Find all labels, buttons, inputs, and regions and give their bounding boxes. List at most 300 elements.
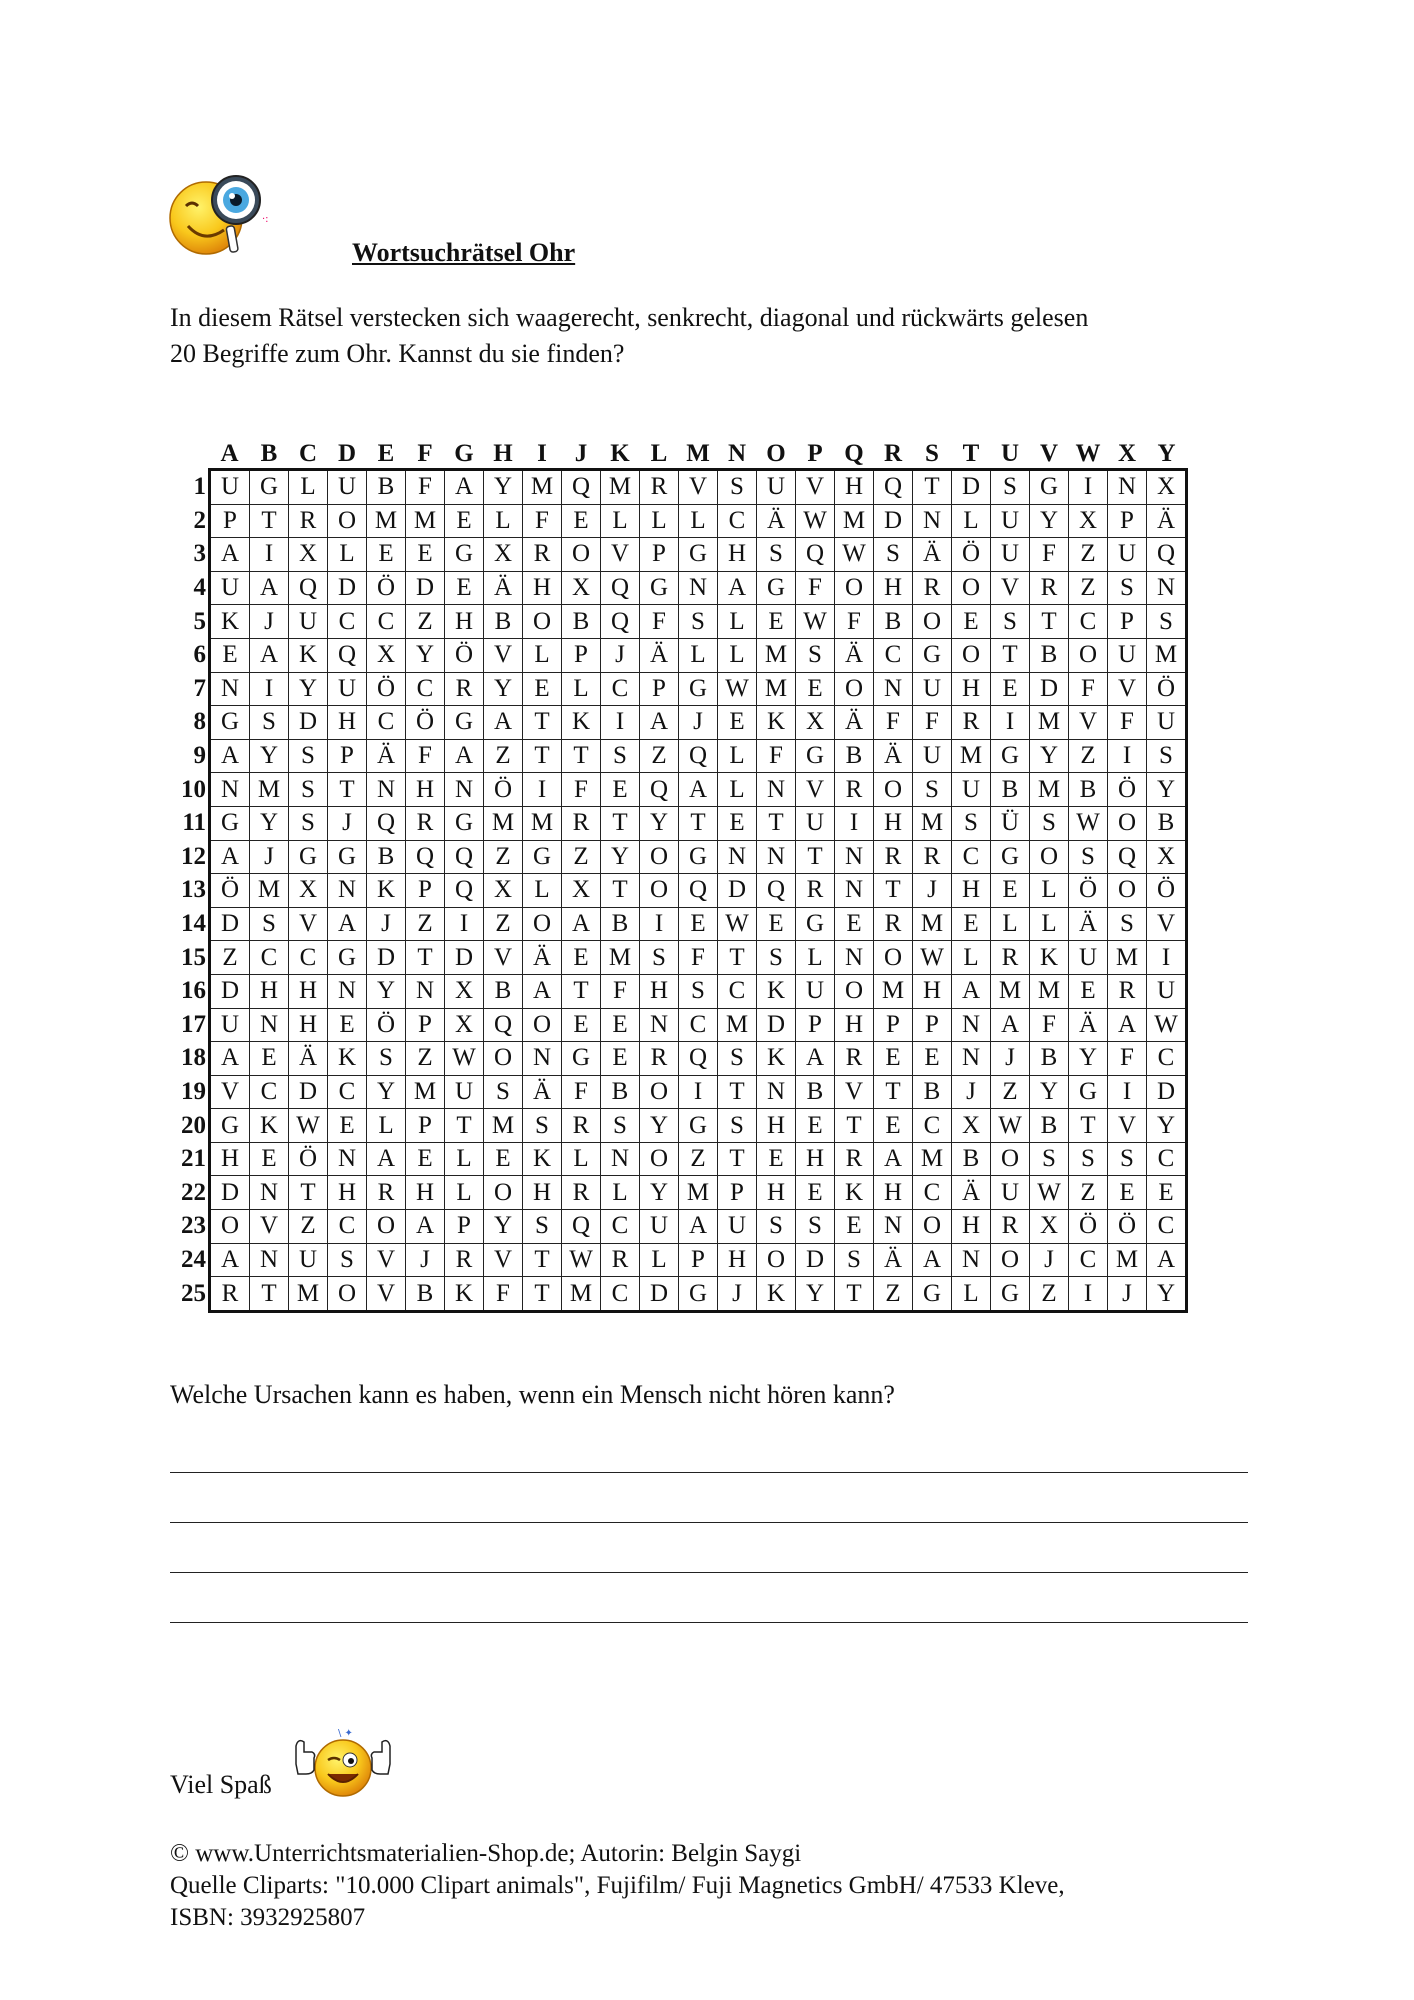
grid-cell[interactable]: J [679, 706, 718, 740]
grid-cell[interactable]: E [952, 907, 991, 941]
grid-cell[interactable]: R [562, 1109, 601, 1143]
grid-cell[interactable]: Y [250, 806, 289, 840]
grid-cell[interactable]: P [406, 874, 445, 908]
grid-cell[interactable]: B [484, 605, 523, 639]
grid-cell[interactable]: Ö [367, 1008, 406, 1042]
grid-cell[interactable]: V [1108, 1109, 1147, 1143]
grid-cell[interactable]: B [991, 773, 1030, 807]
grid-cell[interactable]: P [874, 1008, 913, 1042]
grid-cell[interactable]: Ä [952, 1176, 991, 1210]
grid-cell[interactable]: V [367, 1277, 406, 1312]
grid-cell[interactable]: E [445, 571, 484, 605]
grid-cell[interactable]: G [445, 538, 484, 572]
grid-cell[interactable]: G [679, 1277, 718, 1312]
grid-cell[interactable]: Z [562, 840, 601, 874]
grid-cell[interactable]: E [523, 672, 562, 706]
grid-cell[interactable]: H [874, 571, 913, 605]
grid-cell[interactable]: Q [601, 571, 640, 605]
grid-cell[interactable]: N [874, 1210, 913, 1244]
grid-cell[interactable]: P [1108, 605, 1147, 639]
grid-cell[interactable]: F [1069, 672, 1108, 706]
grid-cell[interactable]: M [874, 974, 913, 1008]
grid-cell[interactable]: Q [328, 638, 367, 672]
grid-cell[interactable]: H [210, 1142, 250, 1176]
grid-cell[interactable]: V [601, 538, 640, 572]
grid-cell[interactable]: U [1108, 538, 1147, 572]
grid-cell[interactable]: E [835, 1210, 874, 1244]
grid-cell[interactable]: P [1108, 504, 1147, 538]
grid-cell[interactable]: P [445, 1210, 484, 1244]
grid-cell[interactable]: N [250, 1008, 289, 1042]
grid-cell[interactable]: B [913, 1075, 952, 1109]
grid-cell[interactable]: L [562, 672, 601, 706]
grid-cell[interactable]: V [991, 571, 1030, 605]
grid-cell[interactable]: C [718, 504, 757, 538]
grid-cell[interactable]: Ö [1069, 874, 1108, 908]
grid-cell[interactable]: A [445, 470, 484, 505]
grid-cell[interactable]: C [328, 1075, 367, 1109]
grid-cell[interactable]: M [1030, 773, 1069, 807]
answer-line-4[interactable] [170, 1622, 1248, 1623]
grid-cell[interactable]: C [913, 1176, 952, 1210]
grid-cell[interactable]: E [757, 605, 796, 639]
grid-cell[interactable]: T [328, 773, 367, 807]
grid-cell[interactable]: O [835, 672, 874, 706]
grid-cell[interactable]: W [913, 941, 952, 975]
grid-cell[interactable]: L [718, 605, 757, 639]
grid-cell[interactable]: X [484, 874, 523, 908]
grid-cell[interactable]: B [484, 974, 523, 1008]
grid-cell[interactable]: O [523, 1008, 562, 1042]
grid-cell[interactable]: E [796, 1109, 835, 1143]
grid-cell[interactable]: F [406, 470, 445, 505]
grid-cell[interactable]: C [1069, 1243, 1108, 1277]
grid-cell[interactable]: I [523, 773, 562, 807]
grid-cell[interactable]: K [445, 1277, 484, 1312]
grid-cell[interactable]: J [718, 1277, 757, 1312]
grid-cell[interactable]: E [250, 1042, 289, 1076]
grid-cell[interactable]: Ö [1147, 672, 1187, 706]
grid-cell[interactable]: R [367, 1176, 406, 1210]
grid-cell[interactable]: T [1030, 605, 1069, 639]
grid-cell[interactable]: E [601, 1042, 640, 1076]
grid-cell[interactable]: B [367, 470, 406, 505]
grid-cell[interactable]: K [562, 706, 601, 740]
grid-cell[interactable]: O [1108, 806, 1147, 840]
answer-line-3[interactable] [170, 1572, 1248, 1573]
grid-cell[interactable]: B [601, 1075, 640, 1109]
grid-cell[interactable]: D [210, 974, 250, 1008]
grid-cell[interactable]: R [835, 1042, 874, 1076]
grid-cell[interactable]: Y [1069, 1042, 1108, 1076]
grid-cell[interactable]: R [874, 907, 913, 941]
grid-cell[interactable]: D [210, 1176, 250, 1210]
grid-cell[interactable]: T [523, 739, 562, 773]
grid-cell[interactable]: K [835, 1176, 874, 1210]
grid-cell[interactable]: B [1069, 773, 1108, 807]
grid-cell[interactable]: T [718, 1142, 757, 1176]
grid-cell[interactable]: A [640, 706, 679, 740]
grid-cell[interactable]: C [874, 638, 913, 672]
grid-cell[interactable]: V [796, 773, 835, 807]
grid-cell[interactable]: Ä [1069, 907, 1108, 941]
grid-cell[interactable]: H [328, 1176, 367, 1210]
grid-cell[interactable]: A [445, 739, 484, 773]
grid-cell[interactable]: M [367, 504, 406, 538]
grid-cell[interactable]: Ö [289, 1142, 328, 1176]
grid-cell[interactable]: S [1030, 806, 1069, 840]
grid-cell[interactable]: S [1108, 571, 1147, 605]
grid-cell[interactable]: Q [679, 1042, 718, 1076]
grid-cell[interactable]: B [835, 739, 874, 773]
grid-cell[interactable]: Ö [367, 672, 406, 706]
grid-cell[interactable]: E [991, 672, 1030, 706]
grid-cell[interactable]: M [250, 874, 289, 908]
grid-cell[interactable]: F [1030, 538, 1069, 572]
grid-cell[interactable]: G [210, 1109, 250, 1143]
grid-cell[interactable]: Q [757, 874, 796, 908]
grid-cell[interactable]: P [406, 1109, 445, 1143]
grid-cell[interactable]: A [367, 1142, 406, 1176]
grid-cell[interactable]: T [562, 974, 601, 1008]
grid-cell[interactable]: P [210, 504, 250, 538]
grid-cell[interactable]: Y [1147, 773, 1187, 807]
grid-cell[interactable]: B [796, 1075, 835, 1109]
grid-cell[interactable]: B [1030, 1042, 1069, 1076]
grid-cell[interactable]: G [562, 1042, 601, 1076]
grid-cell[interactable]: C [1147, 1210, 1187, 1244]
grid-cell[interactable]: F [1030, 1008, 1069, 1042]
grid-cell[interactable]: S [757, 1210, 796, 1244]
grid-cell[interactable]: F [640, 605, 679, 639]
grid-cell[interactable]: S [289, 773, 328, 807]
grid-cell[interactable]: O [913, 1210, 952, 1244]
grid-cell[interactable]: N [757, 1075, 796, 1109]
grid-cell[interactable]: U [991, 1176, 1030, 1210]
grid-cell[interactable]: L [952, 504, 991, 538]
grid-cell[interactable]: T [250, 1277, 289, 1312]
grid-cell[interactable]: A [210, 840, 250, 874]
grid-cell[interactable]: Y [640, 1109, 679, 1143]
grid-cell[interactable]: R [523, 538, 562, 572]
grid-cell[interactable]: L [640, 504, 679, 538]
grid-cell[interactable]: W [445, 1042, 484, 1076]
grid-cell[interactable]: L [601, 504, 640, 538]
grid-cell[interactable]: X [289, 538, 328, 572]
grid-cell[interactable]: U [445, 1075, 484, 1109]
grid-cell[interactable]: S [1069, 840, 1108, 874]
grid-cell[interactable]: H [406, 773, 445, 807]
grid-cell[interactable]: E [874, 1109, 913, 1143]
grid-cell[interactable]: K [289, 638, 328, 672]
grid-cell[interactable]: X [952, 1109, 991, 1143]
grid-cell[interactable]: R [210, 1277, 250, 1312]
grid-cell[interactable]: D [328, 571, 367, 605]
grid-cell[interactable]: J [250, 840, 289, 874]
grid-cell[interactable]: E [562, 1008, 601, 1042]
grid-cell[interactable]: O [874, 773, 913, 807]
grid-cell[interactable]: U [991, 538, 1030, 572]
grid-cell[interactable]: A [679, 773, 718, 807]
grid-cell[interactable]: R [1108, 974, 1147, 1008]
grid-cell[interactable]: I [1069, 1277, 1108, 1312]
grid-cell[interactable]: S [679, 605, 718, 639]
grid-cell[interactable]: O [1108, 874, 1147, 908]
grid-cell[interactable]: U [289, 605, 328, 639]
grid-cell[interactable]: G [445, 806, 484, 840]
grid-cell[interactable]: Ö [484, 773, 523, 807]
grid-cell[interactable]: L [523, 874, 562, 908]
grid-cell[interactable]: N [952, 1008, 991, 1042]
grid-cell[interactable]: T [874, 1075, 913, 1109]
grid-cell[interactable]: B [1147, 806, 1187, 840]
grid-cell[interactable]: Q [367, 806, 406, 840]
grid-cell[interactable]: Z [874, 1277, 913, 1312]
grid-cell[interactable]: D [210, 907, 250, 941]
grid-cell[interactable]: E [406, 1142, 445, 1176]
grid-cell[interactable]: T [523, 1277, 562, 1312]
grid-cell[interactable]: J [913, 874, 952, 908]
grid-cell[interactable]: Q [679, 874, 718, 908]
grid-cell[interactable]: U [796, 806, 835, 840]
grid-cell[interactable]: S [1030, 1142, 1069, 1176]
grid-cell[interactable]: L [718, 773, 757, 807]
grid-cell[interactable]: U [328, 672, 367, 706]
grid-cell[interactable]: Ä [640, 638, 679, 672]
grid-cell[interactable]: N [952, 1042, 991, 1076]
grid-cell[interactable]: Ö [367, 571, 406, 605]
grid-cell[interactable]: Q [445, 840, 484, 874]
grid-cell[interactable]: Z [1030, 1277, 1069, 1312]
grid-cell[interactable]: M [484, 1109, 523, 1143]
grid-cell[interactable]: B [1030, 638, 1069, 672]
grid-cell[interactable]: F [757, 739, 796, 773]
grid-cell[interactable]: E [562, 941, 601, 975]
grid-cell[interactable]: Ö [1069, 1210, 1108, 1244]
grid-cell[interactable]: T [718, 1075, 757, 1109]
grid-cell[interactable]: Z [484, 907, 523, 941]
grid-cell[interactable]: D [796, 1243, 835, 1277]
grid-cell[interactable]: M [562, 1277, 601, 1312]
grid-cell[interactable]: S [991, 470, 1030, 505]
grid-cell[interactable]: T [523, 1243, 562, 1277]
grid-cell[interactable]: K [250, 1109, 289, 1143]
grid-cell[interactable]: C [1147, 1142, 1187, 1176]
grid-cell[interactable]: I [601, 706, 640, 740]
grid-cell[interactable]: R [562, 1176, 601, 1210]
grid-cell[interactable]: T [796, 840, 835, 874]
grid-cell[interactable]: H [952, 672, 991, 706]
grid-cell[interactable]: N [210, 773, 250, 807]
grid-cell[interactable]: O [640, 1075, 679, 1109]
grid-cell[interactable]: G [289, 840, 328, 874]
grid-cell[interactable]: X [367, 638, 406, 672]
grid-cell[interactable]: O [913, 605, 952, 639]
grid-cell[interactable]: R [640, 1042, 679, 1076]
grid-cell[interactable]: O [874, 941, 913, 975]
grid-cell[interactable]: R [874, 840, 913, 874]
grid-cell[interactable]: L [367, 1109, 406, 1143]
grid-cell[interactable]: V [1108, 672, 1147, 706]
grid-cell[interactable]: E [445, 504, 484, 538]
grid-cell[interactable]: O [484, 1176, 523, 1210]
grid-cell[interactable]: G [679, 1109, 718, 1143]
grid-cell[interactable]: Y [601, 840, 640, 874]
grid-cell[interactable]: E [952, 605, 991, 639]
grid-cell[interactable]: Q [1147, 538, 1187, 572]
grid-cell[interactable]: N [913, 504, 952, 538]
grid-cell[interactable]: M [913, 907, 952, 941]
grid-cell[interactable]: R [991, 941, 1030, 975]
grid-cell[interactable]: L [679, 638, 718, 672]
grid-cell[interactable]: A [210, 739, 250, 773]
grid-cell[interactable]: C [679, 1008, 718, 1042]
grid-cell[interactable]: A [991, 1008, 1030, 1042]
grid-cell[interactable]: V [250, 1210, 289, 1244]
grid-cell[interactable]: G [523, 840, 562, 874]
grid-cell[interactable]: I [445, 907, 484, 941]
grid-cell[interactable]: L [952, 1277, 991, 1312]
grid-cell[interactable]: M [1030, 974, 1069, 1008]
grid-cell[interactable]: D [367, 941, 406, 975]
grid-cell[interactable]: Ä [1147, 504, 1187, 538]
grid-cell[interactable]: K [523, 1142, 562, 1176]
grid-cell[interactable]: P [406, 1008, 445, 1042]
grid-cell[interactable]: I [835, 806, 874, 840]
grid-cell[interactable]: O [484, 1042, 523, 1076]
grid-cell[interactable]: I [679, 1075, 718, 1109]
grid-cell[interactable]: W [718, 672, 757, 706]
grid-cell[interactable]: D [640, 1277, 679, 1312]
grid-cell[interactable]: U [1147, 706, 1187, 740]
grid-cell[interactable]: H [523, 571, 562, 605]
grid-cell[interactable]: C [250, 941, 289, 975]
grid-cell[interactable]: P [562, 638, 601, 672]
grid-cell[interactable]: J [1108, 1277, 1147, 1312]
grid-cell[interactable]: U [210, 571, 250, 605]
grid-cell[interactable]: A [328, 907, 367, 941]
grid-cell[interactable]: N [328, 874, 367, 908]
grid-cell[interactable]: X [1147, 470, 1187, 505]
grid-cell[interactable]: A [250, 571, 289, 605]
grid-cell[interactable]: M [601, 941, 640, 975]
grid-cell[interactable]: Y [1030, 1075, 1069, 1109]
grid-cell[interactable]: P [718, 1176, 757, 1210]
grid-cell[interactable]: Ä [289, 1042, 328, 1076]
grid-cell[interactable]: L [952, 941, 991, 975]
grid-cell[interactable]: M [835, 504, 874, 538]
grid-cell[interactable]: T [679, 806, 718, 840]
grid-cell[interactable]: B [367, 840, 406, 874]
grid-cell[interactable]: Ö [1147, 874, 1187, 908]
grid-cell[interactable]: D [406, 571, 445, 605]
grid-cell[interactable]: S [289, 739, 328, 773]
grid-cell[interactable]: T [601, 806, 640, 840]
grid-cell[interactable]: R [445, 672, 484, 706]
grid-cell[interactable]: N [1147, 571, 1187, 605]
grid-cell[interactable]: L [601, 1176, 640, 1210]
grid-cell[interactable]: M [913, 806, 952, 840]
grid-cell[interactable]: U [640, 1210, 679, 1244]
grid-cell[interactable]: X [796, 706, 835, 740]
grid-cell[interactable]: L [445, 1176, 484, 1210]
grid-cell[interactable]: M [1147, 638, 1187, 672]
grid-cell[interactable]: W [835, 538, 874, 572]
grid-cell[interactable]: V [835, 1075, 874, 1109]
grid-cell[interactable]: C [406, 672, 445, 706]
grid-cell[interactable]: V [484, 941, 523, 975]
grid-cell[interactable]: Z [991, 1075, 1030, 1109]
grid-cell[interactable]: S [484, 1075, 523, 1109]
grid-cell[interactable]: G [679, 672, 718, 706]
grid-cell[interactable]: E [757, 907, 796, 941]
grid-cell[interactable]: X [562, 571, 601, 605]
grid-cell[interactable]: N [835, 874, 874, 908]
grid-cell[interactable]: J [952, 1075, 991, 1109]
grid-cell[interactable]: V [484, 638, 523, 672]
grid-cell[interactable]: E [328, 1008, 367, 1042]
grid-cell[interactable]: U [913, 739, 952, 773]
grid-cell[interactable]: D [874, 504, 913, 538]
grid-cell[interactable]: L [328, 538, 367, 572]
grid-cell[interactable]: M [757, 672, 796, 706]
grid-cell[interactable]: H [835, 1008, 874, 1042]
grid-cell[interactable]: V [367, 1243, 406, 1277]
grid-cell[interactable]: F [601, 974, 640, 1008]
grid-cell[interactable]: T [835, 1277, 874, 1312]
grid-cell[interactable]: Ä [874, 1243, 913, 1277]
grid-cell[interactable]: Q [679, 739, 718, 773]
grid-cell[interactable]: P [640, 538, 679, 572]
grid-cell[interactable]: T [250, 504, 289, 538]
grid-cell[interactable]: S [367, 1042, 406, 1076]
grid-cell[interactable]: Q [601, 605, 640, 639]
grid-cell[interactable]: Ä [835, 706, 874, 740]
grid-cell[interactable]: W [718, 907, 757, 941]
grid-cell[interactable]: Z [406, 1042, 445, 1076]
grid-cell[interactable]: K [1030, 941, 1069, 975]
grid-cell[interactable]: T [445, 1109, 484, 1143]
grid-cell[interactable]: U [210, 1008, 250, 1042]
grid-cell[interactable]: T [874, 874, 913, 908]
grid-cell[interactable]: O [991, 1142, 1030, 1176]
grid-cell[interactable]: G [328, 941, 367, 975]
grid-cell[interactable]: Y [1147, 1277, 1187, 1312]
grid-cell[interactable]: N [679, 571, 718, 605]
grid-cell[interactable]: M [523, 470, 562, 505]
grid-cell[interactable]: N [367, 773, 406, 807]
grid-cell[interactable]: M [913, 1142, 952, 1176]
grid-cell[interactable]: O [952, 571, 991, 605]
grid-cell[interactable]: S [718, 1042, 757, 1076]
grid-cell[interactable]: Z [289, 1210, 328, 1244]
grid-cell[interactable]: P [328, 739, 367, 773]
grid-cell[interactable]: G [1069, 1075, 1108, 1109]
grid-cell[interactable]: Q [445, 874, 484, 908]
grid-cell[interactable]: Ä [874, 739, 913, 773]
grid-cell[interactable]: K [757, 1042, 796, 1076]
grid-cell[interactable]: U [796, 974, 835, 1008]
grid-cell[interactable]: U [718, 1210, 757, 1244]
grid-cell[interactable]: E [601, 1008, 640, 1042]
grid-cell[interactable]: Z [1069, 538, 1108, 572]
grid-cell[interactable]: Y [640, 806, 679, 840]
grid-cell[interactable]: U [1147, 974, 1187, 1008]
grid-cell[interactable]: H [289, 1008, 328, 1042]
grid-cell[interactable]: Z [210, 941, 250, 975]
grid-cell[interactable]: S [952, 806, 991, 840]
grid-cell[interactable]: K [757, 974, 796, 1008]
